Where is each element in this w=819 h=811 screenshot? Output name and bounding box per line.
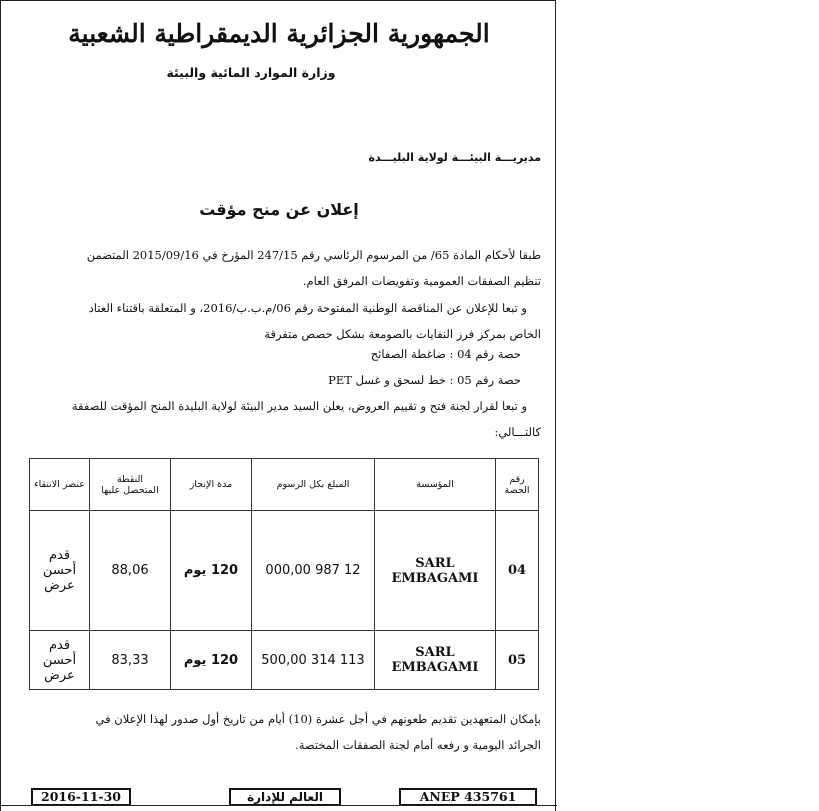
table-header-row: [30, 459, 539, 511]
republic-title: الجمهورية الجزائرية الديمقراطية الشعبية: [68, 19, 490, 48]
paragraph-line: طبقا لأحكام المادة 65/ من المرسوم الرئاسي رقم 247/15 المؤرخ في 2015/09/16 المتضمن: [86, 248, 541, 262]
header-company: المؤسسة: [375, 459, 496, 511]
paragraph-line: و تبعا لقرار لجنة فتح و تقييم العروض، يعلن السيد مدير البيئة لولاية البليدة المنح المؤقت للصفقة: [71, 399, 527, 413]
header-criterion: عنصر الانتقاء: [30, 459, 90, 511]
page-bottom-border: [1, 805, 557, 806]
cell-lot: 04: [496, 511, 539, 631]
lot-04-description: حصة رقم 04 : ضاغطة الصفائح: [370, 347, 521, 361]
ministry-name: وزارة الموارد المائية والبيئة: [166, 65, 336, 80]
paragraph-legal-basis: [11, 242, 541, 294]
cell-score: 83,33: [90, 631, 171, 690]
footer-date: 2016-11-30: [31, 788, 131, 806]
paragraph-line: الجرائد اليومية و رفعه أمام لجنة الصفقات المختصة.: [295, 738, 541, 752]
cell-lot: 05: [496, 631, 539, 690]
paragraph-committee-decision: [11, 393, 541, 445]
cell-company: SARL EMBAGAMI: [375, 631, 496, 690]
paragraph-line: الخاص بمركز فرز النفايات بالصومعة بشكل حصص متفرقة: [264, 327, 541, 341]
table-row: [30, 631, 539, 690]
paragraph-appeal-notice: [11, 706, 541, 758]
lot-05-description: حصة رقم 05 : خط لسحق و غسل PET: [328, 373, 521, 387]
paragraph-line: كالتـــالي:: [494, 425, 541, 439]
paragraph-line: و تبعا للإعلان عن المناقصة الوطنية المفتوحة رقم 06/م.ب.ب/2016، و المتعلقة باقتناء العتاد: [88, 301, 527, 315]
header-score: النقطة المتحصل عليها: [90, 459, 171, 511]
award-results-table: [29, 458, 539, 690]
directorate-name: مديريـــة البيئـــة لولاية البليـــدة: [368, 151, 541, 164]
footer-anep-reference: ANEP 435761: [399, 788, 537, 806]
footer-newspaper: العالم للإدارة: [229, 788, 341, 806]
header-amount: المبلغ بكل الرسوم: [252, 459, 375, 511]
cell-score: 88,06: [90, 511, 171, 631]
table-row: [30, 511, 539, 631]
header-duration: مدة الإنجاز: [171, 459, 252, 511]
cell-duration: 120 يوم: [171, 511, 252, 631]
cell-amount: 113 314 500,00: [252, 631, 375, 690]
cell-criterion: قدم أحسن عرض: [30, 631, 90, 690]
cell-company: SARL EMBAGAMI: [375, 511, 496, 631]
notice-title: إعلان عن منح مؤقت: [199, 200, 359, 219]
cell-amount: 12 987 000,00: [252, 511, 375, 631]
cell-criterion: قدم أحسن عرض: [30, 511, 90, 631]
paragraph-line: بإمكان المتعهدين تقديم طعونهم في أجل عشرة (10) أيام من تاريخ أول صدور لهذا الإعلان في: [95, 712, 541, 726]
paragraph-line: تنظيم الصفقات العمومية وتفويضات المرفق العام.: [302, 274, 541, 288]
cell-duration: 120 يوم: [171, 631, 252, 690]
header-lot: رقم الحصة: [496, 459, 539, 511]
paragraph-tender-reference: [11, 295, 541, 347]
